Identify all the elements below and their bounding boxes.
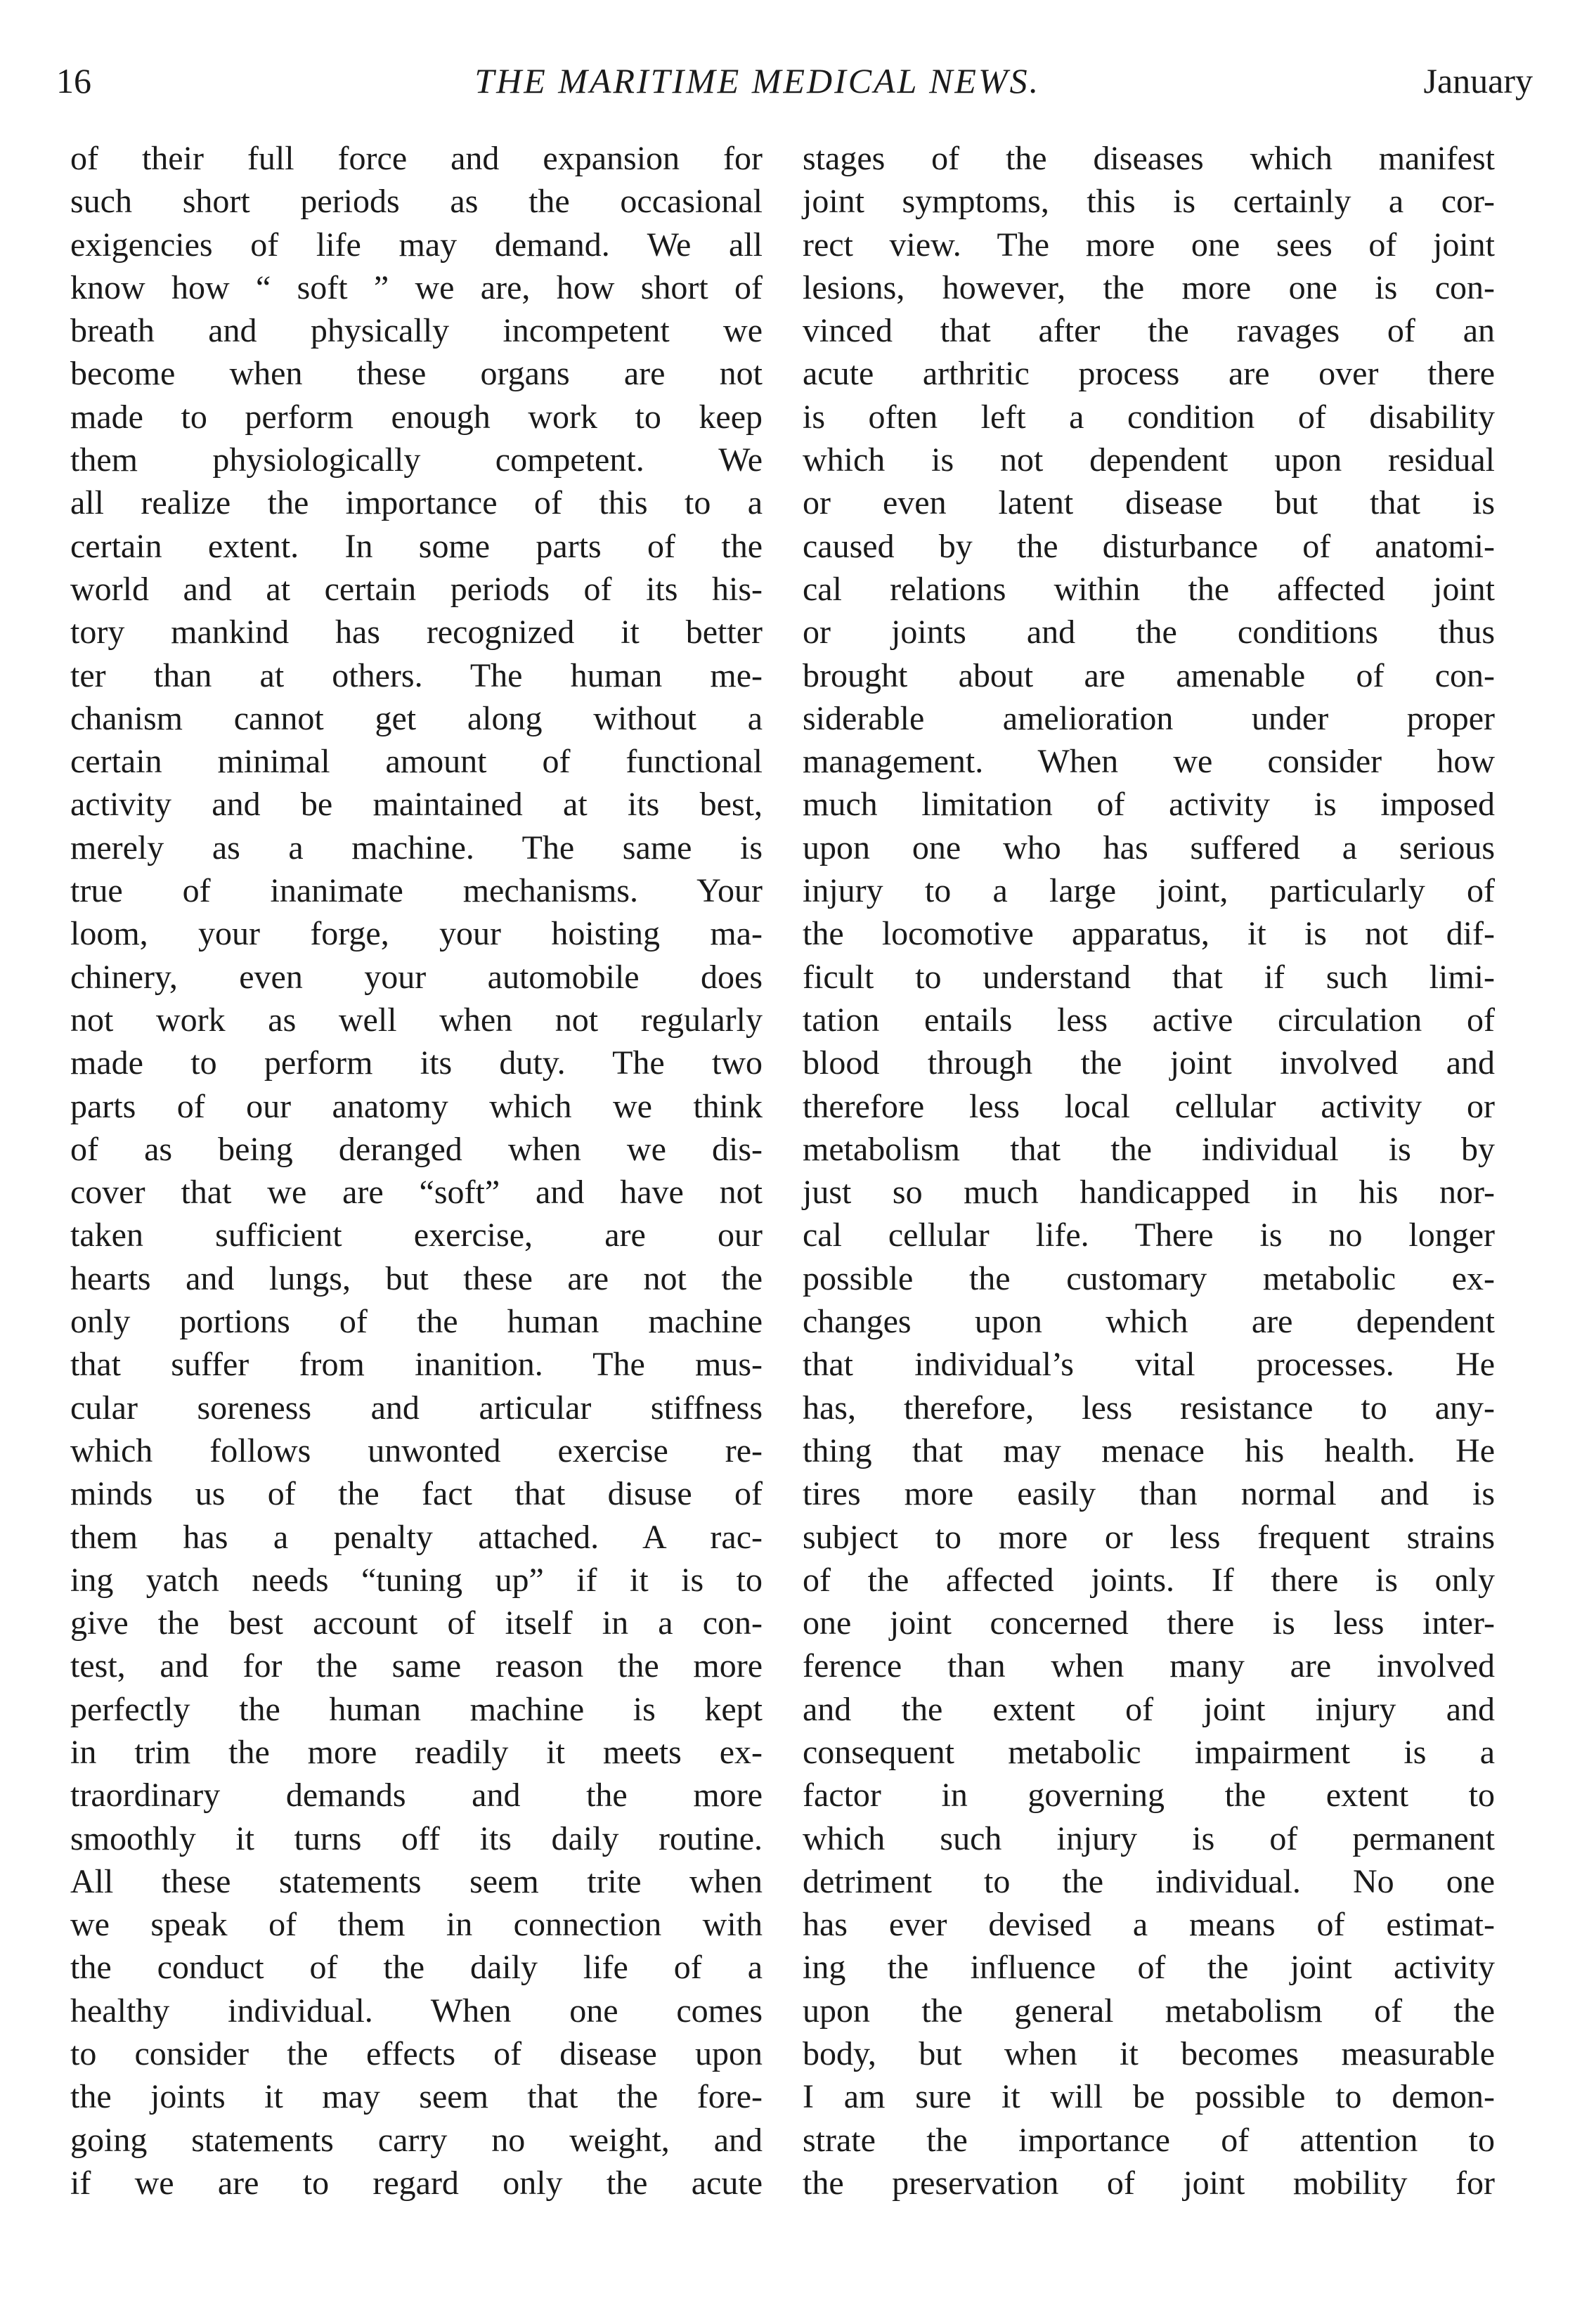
text-line: ference than when many are involved — [803, 1647, 1495, 1685]
issue-month: January — [1423, 61, 1533, 100]
text-line: the preservation of joint mobility for — [803, 2164, 1495, 2202]
text-line: tation entails less active circulation of — [803, 1001, 1495, 1039]
text-line: hearts and lungs, but these are not the — [70, 1259, 763, 1297]
text-line: factor in governing the extent to — [803, 1777, 1495, 1815]
text-line: brought about are amenable of con- — [803, 656, 1495, 694]
text-line: strate the importance of attention to — [803, 2121, 1495, 2159]
text-line: exigencies of life may demand. We all — [70, 226, 763, 264]
text-line: possible the customary metabolic ex- — [803, 1259, 1495, 1297]
text-line: traordinary demands and the more — [70, 1777, 763, 1815]
text-line: perfectly the human machine is kept — [70, 1690, 763, 1728]
text-line: subject to more or less frequent strains — [803, 1518, 1495, 1556]
text-line: management. When we consider how — [803, 743, 1495, 781]
text-line: joint symptoms, this is certainly a cor- — [803, 183, 1495, 221]
text-line: all realize the importance of this to a — [70, 484, 763, 522]
text-line: acute arthritic process are over there — [803, 355, 1495, 393]
text-line: healthy individual. When one comes — [70, 1992, 763, 2030]
text-line: chinery, even your automobile does — [70, 958, 763, 996]
text-line: I am sure it will be possible to demon- — [803, 2078, 1495, 2116]
text-line: has, therefore, less resistance to any- — [803, 1389, 1495, 1427]
text-line: cover that we are “soft” and have not — [70, 1174, 763, 1212]
text-line: which follows unwonted exercise re- — [70, 1432, 763, 1469]
text-line: minds us of the fact that disuse of — [70, 1475, 763, 1513]
text-line: only portions of the human machine — [70, 1303, 763, 1341]
text-line: the conduct of the daily life of a — [70, 1949, 763, 1987]
text-line: which such injury is of permanent — [803, 1819, 1495, 1857]
text-line: of the affected joints. If there is only — [803, 1561, 1495, 1599]
text-line: going statements carry no weight, and — [70, 2121, 763, 2159]
text-line: world and at certain periods of its his- — [70, 570, 763, 608]
text-line: just so much handicapped in his nor- — [803, 1174, 1495, 1212]
text-line: metabolism that the individual is by — [803, 1130, 1495, 1168]
text-line: give the best account of itself in a con- — [70, 1604, 763, 1642]
text-line: rect view. The more one sees of joint — [803, 226, 1495, 264]
text-line: certain extent. In some parts of the — [70, 527, 763, 565]
text-line: which is not dependent upon residual — [803, 441, 1495, 479]
text-line: that suffer from inanition. The mus- — [70, 1346, 763, 1384]
text-line: of their full force and expansion for — [70, 140, 763, 177]
text-line: made to perform its duty. The two — [70, 1044, 763, 1082]
text-line: that individual’s vital processes. He — [803, 1346, 1495, 1384]
text-line: the joints it may seem that the fore- — [70, 2078, 763, 2116]
text-line: caused by the disturbance of anatomi- — [803, 527, 1495, 565]
text-line: All these statements seem trite when — [70, 1862, 763, 1900]
text-line: much limitation of activity is imposed — [803, 786, 1495, 824]
text-line: chanism cannot get along without a — [70, 699, 763, 737]
text-line: cal relations within the affected joint — [803, 570, 1495, 608]
text-column-left — [70, 137, 763, 2205]
text-line: changes upon which are dependent — [803, 1303, 1495, 1341]
text-line: smoothly it turns off its daily routine. — [70, 1819, 763, 1857]
text-line: ing the influence of the joint activity — [803, 1949, 1495, 1987]
text-line: siderable amelioration under proper — [803, 699, 1495, 737]
text-line: we speak of them in connection with — [70, 1906, 763, 1944]
text-line: loom, your forge, your hoisting ma- — [70, 915, 763, 953]
text-line: become when these organs are not — [70, 355, 763, 393]
text-line: or joints and the conditions thus — [803, 614, 1495, 651]
text-line: upon the general metabolism of the — [803, 1992, 1495, 2030]
text-line: to consider the effects of disease upon — [70, 2035, 763, 2073]
journal-title: THE MARITIME MEDICAL NEWS. — [474, 61, 1041, 100]
text-line: body, but when it becomes measurable — [803, 2035, 1495, 2073]
text-line: such short periods as the occasional — [70, 183, 763, 221]
text-line: activity and be maintained at its best, — [70, 786, 763, 824]
text-line: has ever devised a means of estimat- — [803, 1906, 1495, 1944]
text-line: ing yatch needs “tuning up” if it is to — [70, 1561, 763, 1599]
text-line: if we are to regard only the acute — [70, 2164, 763, 2202]
page-number: 16 — [56, 61, 91, 100]
text-line: them has a penalty attached. A rac- — [70, 1518, 763, 1556]
text-line: parts of our anatomy which we think — [70, 1087, 763, 1125]
text-line: taken sufficient exercise, are our — [70, 1216, 763, 1254]
text-line: injury to a large joint, particularly of — [803, 872, 1495, 910]
text-line: true of inanimate mechanisms. Your — [70, 872, 763, 910]
text-line: the locomotive apparatus, it is not dif- — [803, 915, 1495, 953]
text-line: tory mankind has recognized it better — [70, 614, 763, 651]
text-line: of as being deranged when we dis- — [70, 1130, 763, 1168]
text-line: therefore less local cellular activity or — [803, 1087, 1495, 1125]
text-line: them physiologically competent. We — [70, 441, 763, 479]
text-line: ficult to understand that if such limi- — [803, 958, 1495, 996]
text-line: breath and physically incompetent we — [70, 312, 763, 350]
text-line: not work as well when not regularly — [70, 1001, 763, 1039]
text-line: is often left a condition of disability — [803, 398, 1495, 436]
text-line: vinced that after the ravages of an — [803, 312, 1495, 350]
text-line: merely as a machine. The same is — [70, 829, 763, 866]
text-line: certain minimal amount of functional — [70, 743, 763, 781]
text-line: made to perform enough work to keep — [70, 398, 763, 436]
text-line: detriment to the individual. No one — [803, 1862, 1495, 1900]
text-line: in trim the more readily it meets ex- — [70, 1733, 763, 1771]
text-line: know how “ soft ” we are, how short of — [70, 268, 763, 306]
text-line: blood through the joint involved and — [803, 1044, 1495, 1082]
text-line: and the extent of joint injury and — [803, 1690, 1495, 1728]
text-line: test, and for the same reason the more — [70, 1647, 763, 1685]
text-line: stages of the diseases which manifest — [803, 140, 1495, 177]
text-line: or even latent disease but that is — [803, 484, 1495, 522]
text-line: ter than at others. The human me- — [70, 656, 763, 694]
text-line: consequent metabolic impairment is a — [803, 1733, 1495, 1771]
text-line: tires more easily than normal and is — [803, 1475, 1495, 1513]
text-line: upon one who has suffered a serious — [803, 829, 1495, 866]
text-line: lesions, however, the more one is con- — [803, 268, 1495, 306]
text-line: cular soreness and articular stiffness — [70, 1389, 763, 1427]
text-line: cal cellular life. There is no longer — [803, 1216, 1495, 1254]
text-line: one joint concerned there is less inter- — [803, 1604, 1495, 1642]
page-header — [56, 49, 1533, 112]
text-column-right — [803, 137, 1495, 2205]
text-line: thing that may menace his health. He — [803, 1432, 1495, 1469]
